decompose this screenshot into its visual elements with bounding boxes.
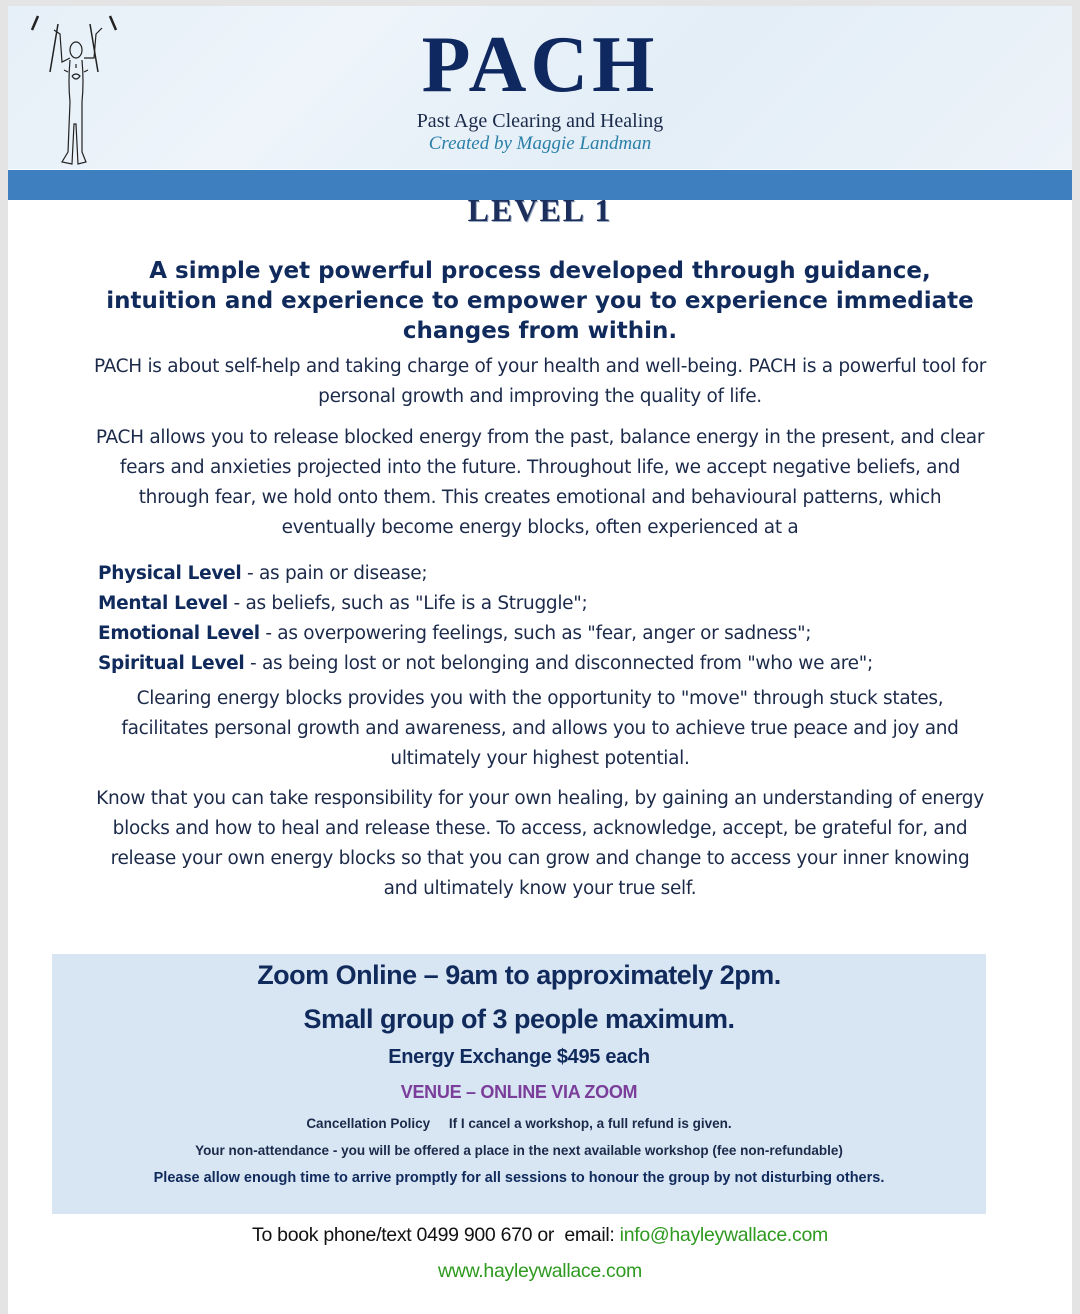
level-desc: - as overpowering feelings, such as "fear, anger or sadness"; bbox=[259, 623, 812, 644]
booking-text: To book phone/text 0499 900 670 or email: bbox=[252, 1224, 620, 1246]
level-desc: - as beliefs, such as "Life is a Struggle"; bbox=[227, 593, 588, 614]
website-link[interactable]: www.hayleywallace.com bbox=[438, 1260, 642, 1282]
website-row bbox=[8, 1260, 1072, 1283]
paragraph-intro: PACH is about self-help and taking charge of your health and well-being. PACH is a powerful tool for personal growth and improving the quality of life. bbox=[93, 356, 987, 407]
email-link[interactable]: info@hayleywallace.com bbox=[619, 1224, 828, 1246]
arrival-note: Please allow enough time to arrive promptly for all sessions to honour the group by not disturbing others. bbox=[153, 1170, 885, 1186]
level-name: Spiritual Level bbox=[98, 653, 245, 674]
level-item-mental bbox=[98, 589, 998, 619]
levels-list bbox=[98, 559, 998, 679]
booking-contact bbox=[8, 1224, 1072, 1247]
level-heading: LEVEL 1 bbox=[467, 192, 613, 228]
session-time: Zoom Online – 9am to approximately 2pm. bbox=[257, 960, 781, 990]
venue: VENUE – ONLINE VIA ZOOM bbox=[400, 1082, 638, 1102]
header-banner bbox=[8, 6, 1072, 169]
lead-statement: A simple yet powerful process developed through guidance, intuition and experience to empower you to experience immediate changes from within. bbox=[106, 258, 974, 344]
level-name: Mental Level bbox=[98, 593, 228, 614]
level-item-physical bbox=[98, 559, 998, 589]
level-desc: - as pain or disease; bbox=[241, 563, 428, 584]
level-desc: - as being lost or not belonging and disconnected from "who we are"; bbox=[244, 653, 873, 674]
logo-subtitle: Past Age Clearing and Healing bbox=[416, 110, 664, 132]
cancellation-policy: Cancellation Policy If I cancel a workshop, a full refund is given. bbox=[306, 1116, 732, 1131]
paragraph-clearing: Clearing energy blocks provides you with the opportunity to "move" through stuck states, facilitates personal growth and awareness, and allows you to achieve true peace and joy and ultimately your highest potential. bbox=[121, 688, 959, 769]
level-name: Emotional Level bbox=[98, 623, 260, 644]
paragraph-responsibility: Know that you can take responsibility for your own healing, by gaining an understanding of energy blocks and how to heal and release these. To access, acknowledge, accept, be grateful for, and release your own energy blocks so that you can grow and change to access your inner knowing and ultimately know your true self. bbox=[96, 788, 984, 899]
logo-credit: Created by Maggie Landman bbox=[428, 133, 652, 154]
group-size: Small group of 3 people maximum. bbox=[303, 1004, 735, 1034]
level-item-spiritual bbox=[98, 649, 998, 679]
paragraph-release: PACH allows you to release blocked energy from the past, balance energy in the present, and clear fears and anxieties projected into the future. Throughout life, we accept negative beliefs, and through fear, we hold onto them. This creates emotional and behavioural patterns, which eventually become energy blocks, often experienced at a bbox=[95, 427, 985, 538]
non-attendance-policy: Your non-attendance - you will be offered a place in the next available workshop (fee non-refundable) bbox=[195, 1143, 843, 1158]
workshop-info-box bbox=[52, 954, 986, 1214]
level-name: Physical Level bbox=[98, 563, 242, 584]
logo-title: PACH bbox=[421, 21, 659, 109]
price: Energy Exchange $495 each bbox=[388, 1046, 650, 1068]
flyer-page bbox=[8, 6, 1072, 1314]
level-item-emotional bbox=[98, 619, 998, 649]
